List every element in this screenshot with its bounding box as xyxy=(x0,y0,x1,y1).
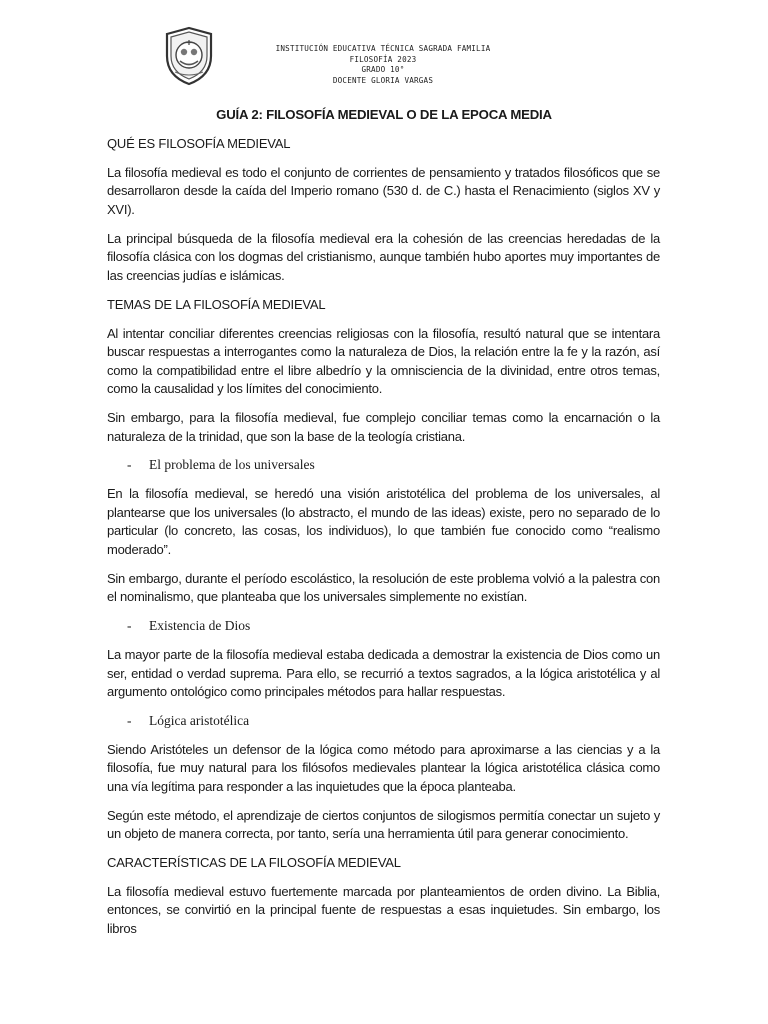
section-heading-what-is: QUÉ ES FILOSOFÍA MEDIEVAL xyxy=(107,136,291,151)
bullet-item-aristotelian-logic xyxy=(107,712,660,731)
bullet-dash: - xyxy=(127,712,132,728)
paragraph: Sin embargo, para la filosofía medieval, fue complejo conciliar temas como la encarnación o la naturaleza de la trinidad, que son la base de la teología cristiana. xyxy=(107,410,660,444)
grade-label: GRADO 10° xyxy=(361,65,405,75)
paragraph: En la filosofía medieval, se heredó una visión aristotélica del problema de los universales, al plantearse que los universales (lo abstracto, el mundo de las ideas) existe, pero no separado de lo particular (lo concreto, las cosas, los individuos), lo que también fue conocido como “realismo moderado”. xyxy=(107,486,660,557)
bullet-dash: - xyxy=(127,618,132,634)
paragraph: La filosofía medieval estuvo fuertemente marcada por planteamientos de orden divino. La Biblia, entonces, se convirtió en la principal fuente de respuestas a esas inquietudes. Sin embargo, los libros xyxy=(107,883,660,936)
teacher-name: DOCENTE GLORIA VARGAS xyxy=(332,75,434,85)
paragraph: La filosofía medieval es todo el conjunto de corrientes de pensamiento y tratados filosóficos que se desarrollaron desde la caída del Imperio romano (530 d. de C.) hasta el Renacimiento (siglos XV y XVI). xyxy=(107,164,660,217)
institution-name: INSTITUCIÓN EDUCATIVA TÉCNICA SAGRADA FAMILIA xyxy=(275,44,491,53)
document-header xyxy=(0,0,768,100)
paragraph: La mayor parte de la filosofía medieval estaba dedicada a demostrar la existencia de Dios como un ser, entidad o verdad suprema. Para ello, se recurrió a textos sagrados, a la lógica aristotélica y al argumento ontológico como principales métodos para hallar respuestas. xyxy=(107,646,660,700)
bullet-item-god-existence xyxy=(107,617,660,636)
paragraph: La principal búsqueda de la filosofía medieval era la cohesión de las creencias heredadas de la filosofía clásica con los dogmas del cristianismo, aunque también hubo aportes muy importantes de las creencias judías e islámicas. xyxy=(107,230,660,283)
section-heading-characteristics: CARACTERÍSTICAS DE LA FILOSOFÍA MEDIEVAL xyxy=(107,855,401,871)
bullet-label: Existencia de Dios xyxy=(149,618,251,634)
bullet-label: Lógica aristotélica xyxy=(149,712,250,728)
section-heading-themes: TEMAS DE LA FILOSOFÍA MEDIEVAL xyxy=(107,296,326,312)
guide-title: GUÍA 2: FILOSOFÍA MEDIEVAL O DE LA EPOCA MEDIA xyxy=(216,107,552,122)
bullet-dash: - xyxy=(127,457,132,473)
school-crest-logo xyxy=(163,26,215,86)
document-body xyxy=(107,135,660,949)
paragraph: Al intentar conciliar diferentes creencias religiosas con la filosofía, resultó natural que se intentara buscar respuestas a interrogantes como la naturaleza de Dios, la relación entre la fe y la razón, así como la compatibilidad entre el libre albedrío y la omnisciencia de la divinidad, entre otros temas, como la causalidad y los límites del conocimiento. xyxy=(107,325,660,397)
subject-year: FILOSOFÍA 2023 xyxy=(349,54,417,64)
paragraph: Siendo Aristóteles un defensor de la lógica como método para aproximarse a las ciencias y a la filosofía, fue muy natural para los filósofos medievales plantear la lógica aristotélica clásica como una vía legítima para responder a las inquietudes que la época planteaba. xyxy=(107,741,660,794)
bullet-label: El problema de los universales xyxy=(149,457,315,473)
paragraph: Según este método, el aprendizaje de ciertos conjuntos de silogismos permitía conectar un sujeto y un objeto de manera correcta, por tanto, sería una herramienta útil para generar conocimiento. xyxy=(107,807,660,842)
bullet-item-universals xyxy=(107,456,660,475)
header-text-block xyxy=(230,44,536,86)
paragraph: Sin embargo, durante el período escolástico, la resolución de este problema volvió a la palestra con el nominalismo, que planteaba que los universales simplemente no existían. xyxy=(107,570,660,605)
